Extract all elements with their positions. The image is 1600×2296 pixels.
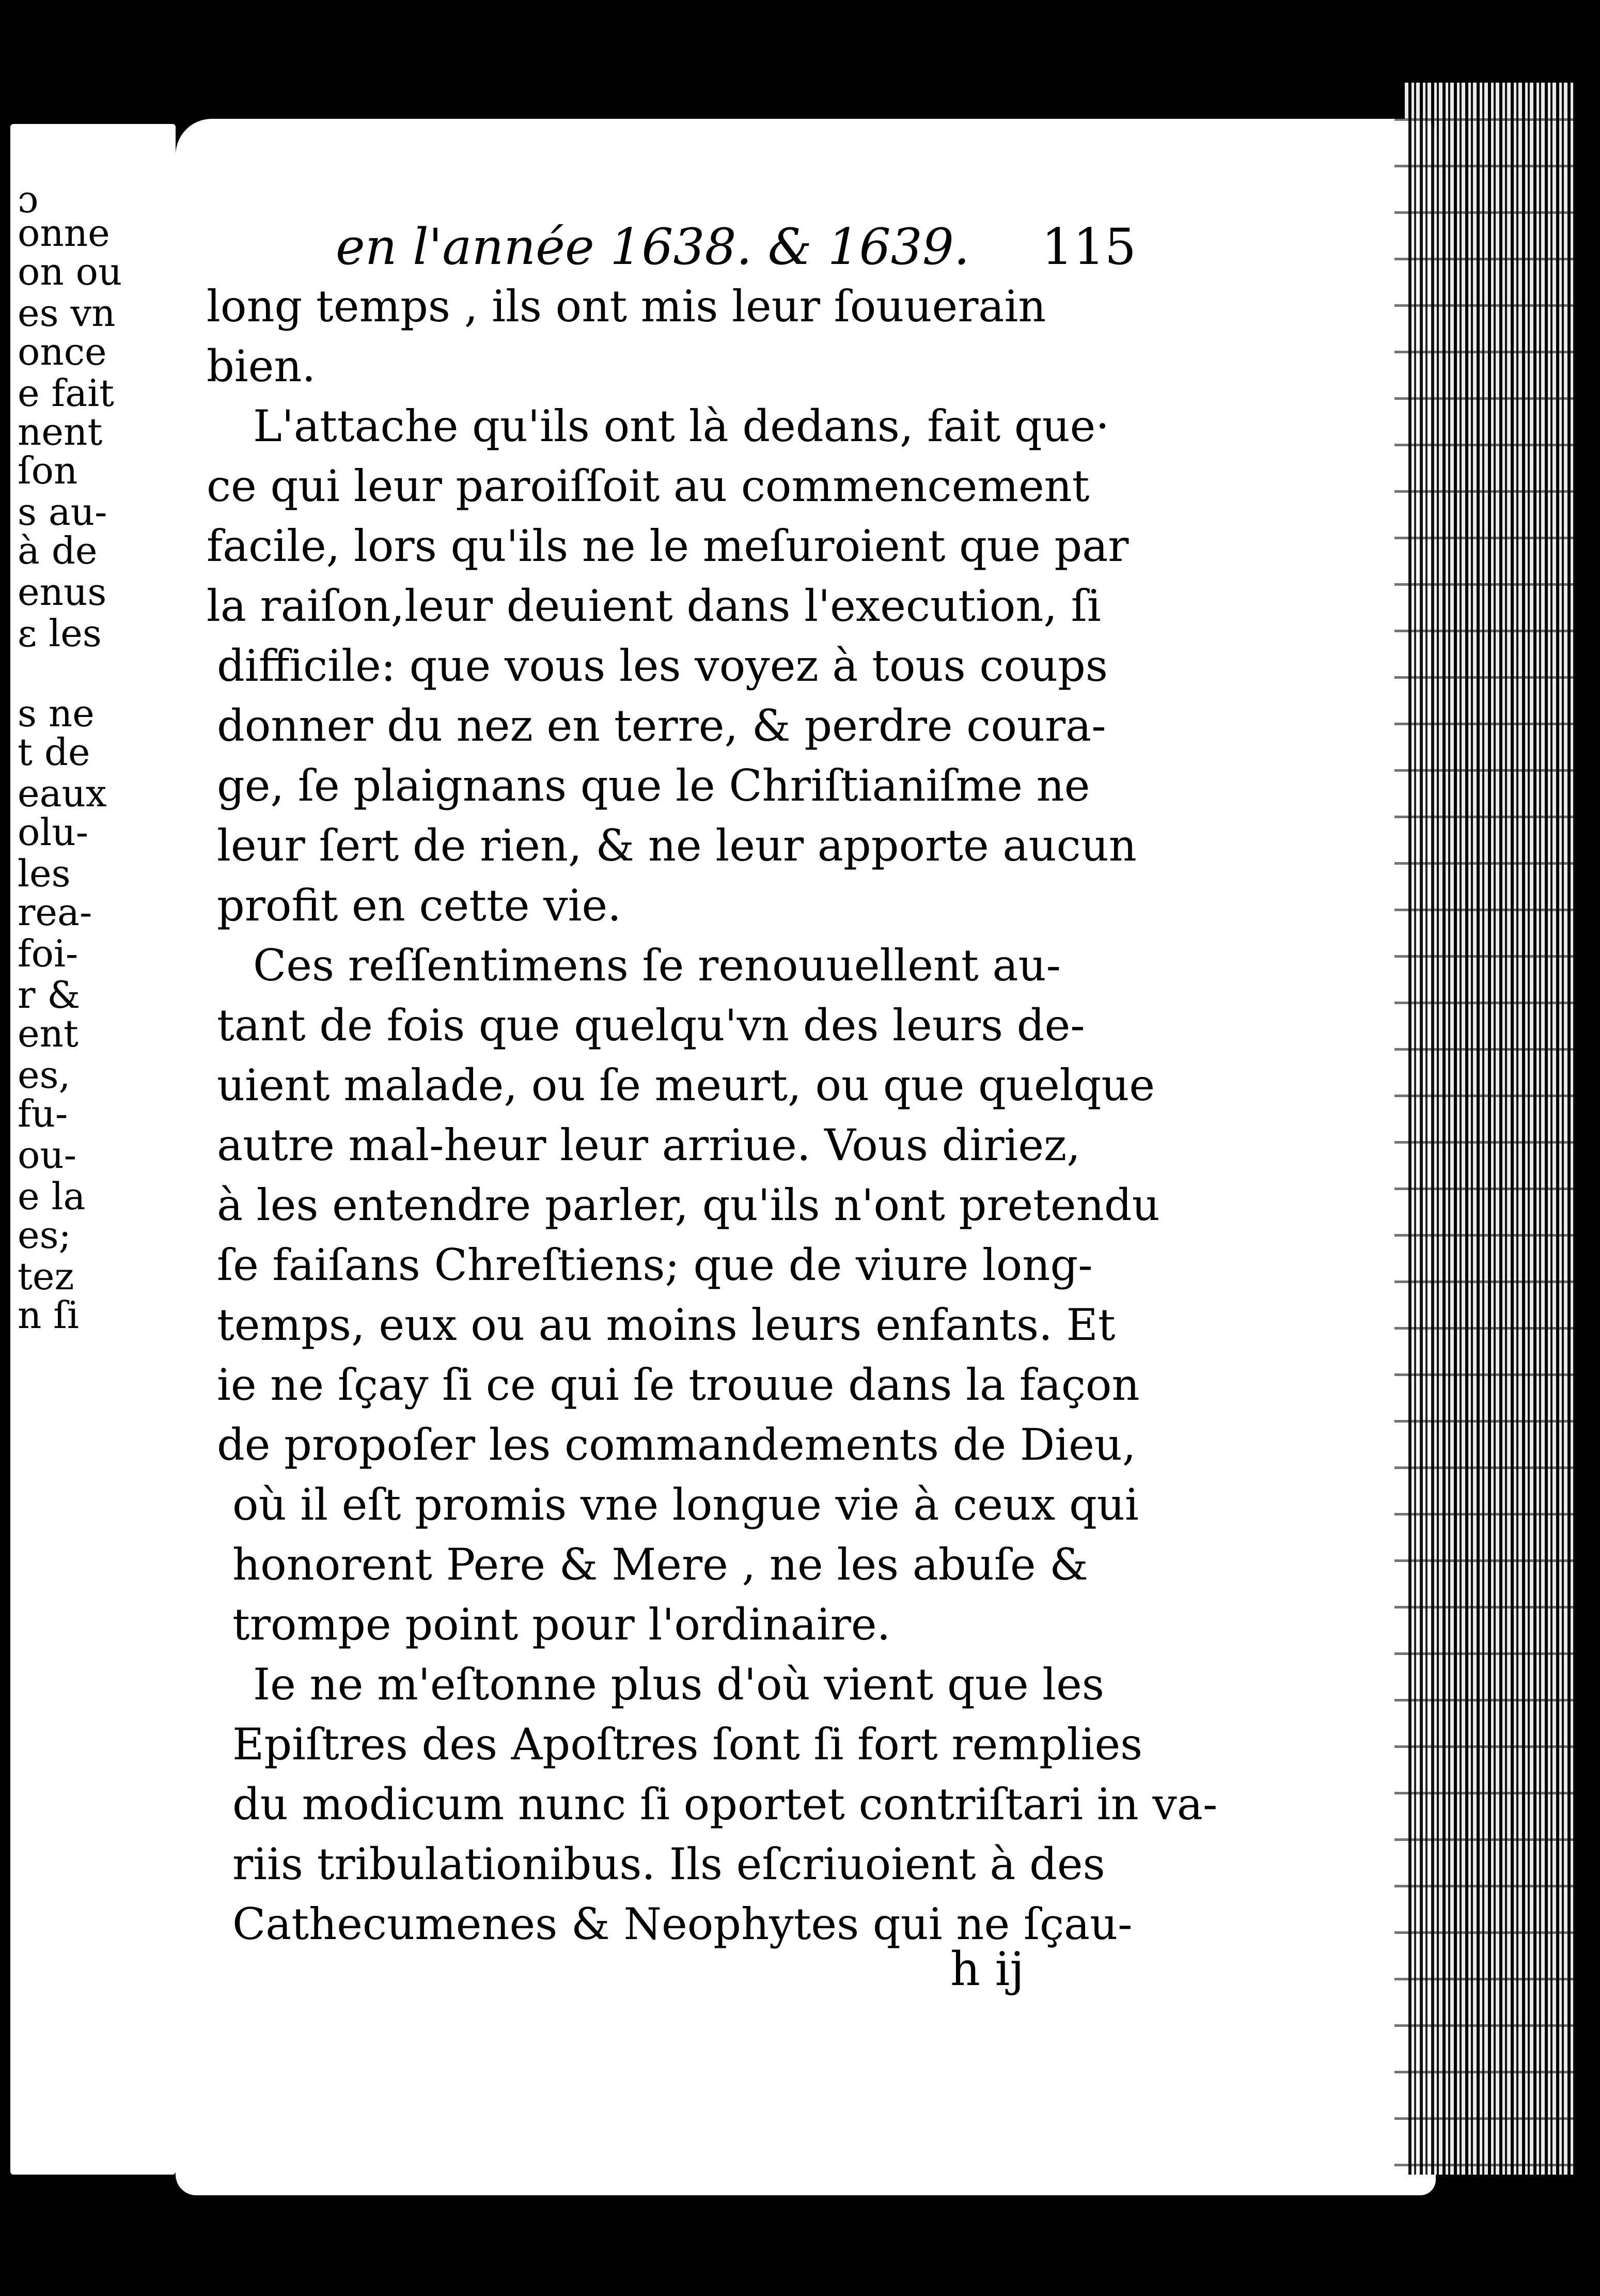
left-page-line: fu- <box>18 1092 68 1135</box>
left-page-line: ɔ <box>18 178 39 221</box>
left-page-line: es; <box>18 1213 71 1257</box>
text-line: leur ſert de rien, & ne leur apporte aucun <box>217 820 1137 871</box>
left-page-line: es vn <box>18 291 116 335</box>
running-header <box>336 218 1136 279</box>
text-line: tant de fois que quelqu'vn des leurs de- <box>217 1000 1085 1051</box>
left-page-line: ε les <box>18 612 102 655</box>
left-page-line: on ou <box>18 250 122 293</box>
text-line: profit en cette vie. <box>217 880 621 931</box>
text-line: long temps , ils ont mis leur ſouuerain <box>207 281 1046 332</box>
left-page-line: à de <box>18 529 98 572</box>
text-line: uient malade, ou ſe meurt, ou que quelque <box>217 1060 1155 1111</box>
text-line: donner du nez en terre, & perdre coura- <box>217 700 1106 751</box>
left-page-line: les <box>18 852 71 895</box>
left-page-fragment <box>10 124 176 2175</box>
left-page-line: eaux <box>18 772 107 815</box>
text-line: riis tribulationibus. Ils eſcriuoient à des <box>232 1839 1105 1889</box>
text-line: trompe point pour l'ordinaire. <box>232 1599 891 1650</box>
left-page-line: t de <box>18 730 90 774</box>
text-line: ge, ſe plaignans que le Chriſtianiſme ne <box>217 760 1090 811</box>
text-line: difficile: que vous les voyez à tous coups <box>217 641 1108 691</box>
text-line: L'attache qu'ils ont là dedans, fait que· <box>253 401 1110 451</box>
left-page-line: e la <box>18 1175 86 1218</box>
text-line: bien. <box>207 341 316 392</box>
left-page-line: ſon <box>18 449 78 492</box>
text-line: temps, eux ou au moins leurs enfants. Et <box>217 1300 1116 1350</box>
left-page-line: foi- <box>18 932 79 975</box>
text-line: Ces reſſentimens ſe renouuellent au- <box>253 940 1061 991</box>
text-line: la raiſon,leur deuient dans l'execution, ſi <box>207 581 1101 631</box>
text-line: de propoſer les commandements de Dieu, <box>217 1419 1136 1470</box>
text-line: à les entendre parler, qu'ils n'ont pretendu <box>217 1180 1160 1230</box>
left-page-line: nent <box>18 410 103 454</box>
left-page-line: once <box>18 330 107 373</box>
left-page-line: onne <box>18 211 110 255</box>
text-line: honorent Pere & Mere , ne les abuſe & <box>232 1539 1089 1590</box>
left-page-line: es, <box>18 1053 71 1097</box>
text-line: autre mal-heur leur arriue. Vous diriez, <box>217 1120 1081 1170</box>
text-line: Epiſtres des Apoſtres ſont ſi fort remplies <box>232 1719 1143 1770</box>
left-page-line: tez <box>18 1255 74 1298</box>
header-title: en l'année 1638. & 1639. <box>336 218 970 276</box>
left-page-line: s au- <box>18 490 107 534</box>
text-line: ie ne ſçay ſi ce qui ſe trouue dans la façon <box>217 1360 1140 1410</box>
text-line: Ie ne m'eſtonne plus d'où vient que les <box>253 1659 1104 1710</box>
page-number: 115 <box>1041 218 1136 276</box>
left-page-line: ent <box>18 1012 79 1055</box>
signature-mark: h ij <box>950 1942 1025 1996</box>
left-page-line: n ſi <box>18 1293 79 1337</box>
text-line: Cathecumenes & Neophytes qui ne ſçau- <box>232 1899 1133 1949</box>
left-page-line: s ne <box>18 692 95 735</box>
text-line: du modicum nunc ſi oportet contriſtari in va- <box>232 1779 1218 1830</box>
left-page-line: rea- <box>18 891 92 934</box>
text-line: où il eſt promis vne longue vie à ceux qui <box>232 1479 1139 1530</box>
left-page-line: enus <box>18 570 107 614</box>
page-edge-shadow <box>1394 67 1580 2190</box>
left-page-line: e fait <box>18 371 115 415</box>
text-line: ce qui leur paroiſſoit au commencement <box>207 461 1090 511</box>
text-line: ſe faiſans Chreſtiens; que de viure long- <box>217 1240 1093 1290</box>
body-text <box>207 276 1218 1954</box>
left-page-line: r & <box>18 973 81 1017</box>
text-line: facile, lors qu'ils ne le meſuroient que par <box>207 521 1129 571</box>
left-page-line: olu- <box>18 810 89 854</box>
left-page-line: ou- <box>18 1133 77 1177</box>
